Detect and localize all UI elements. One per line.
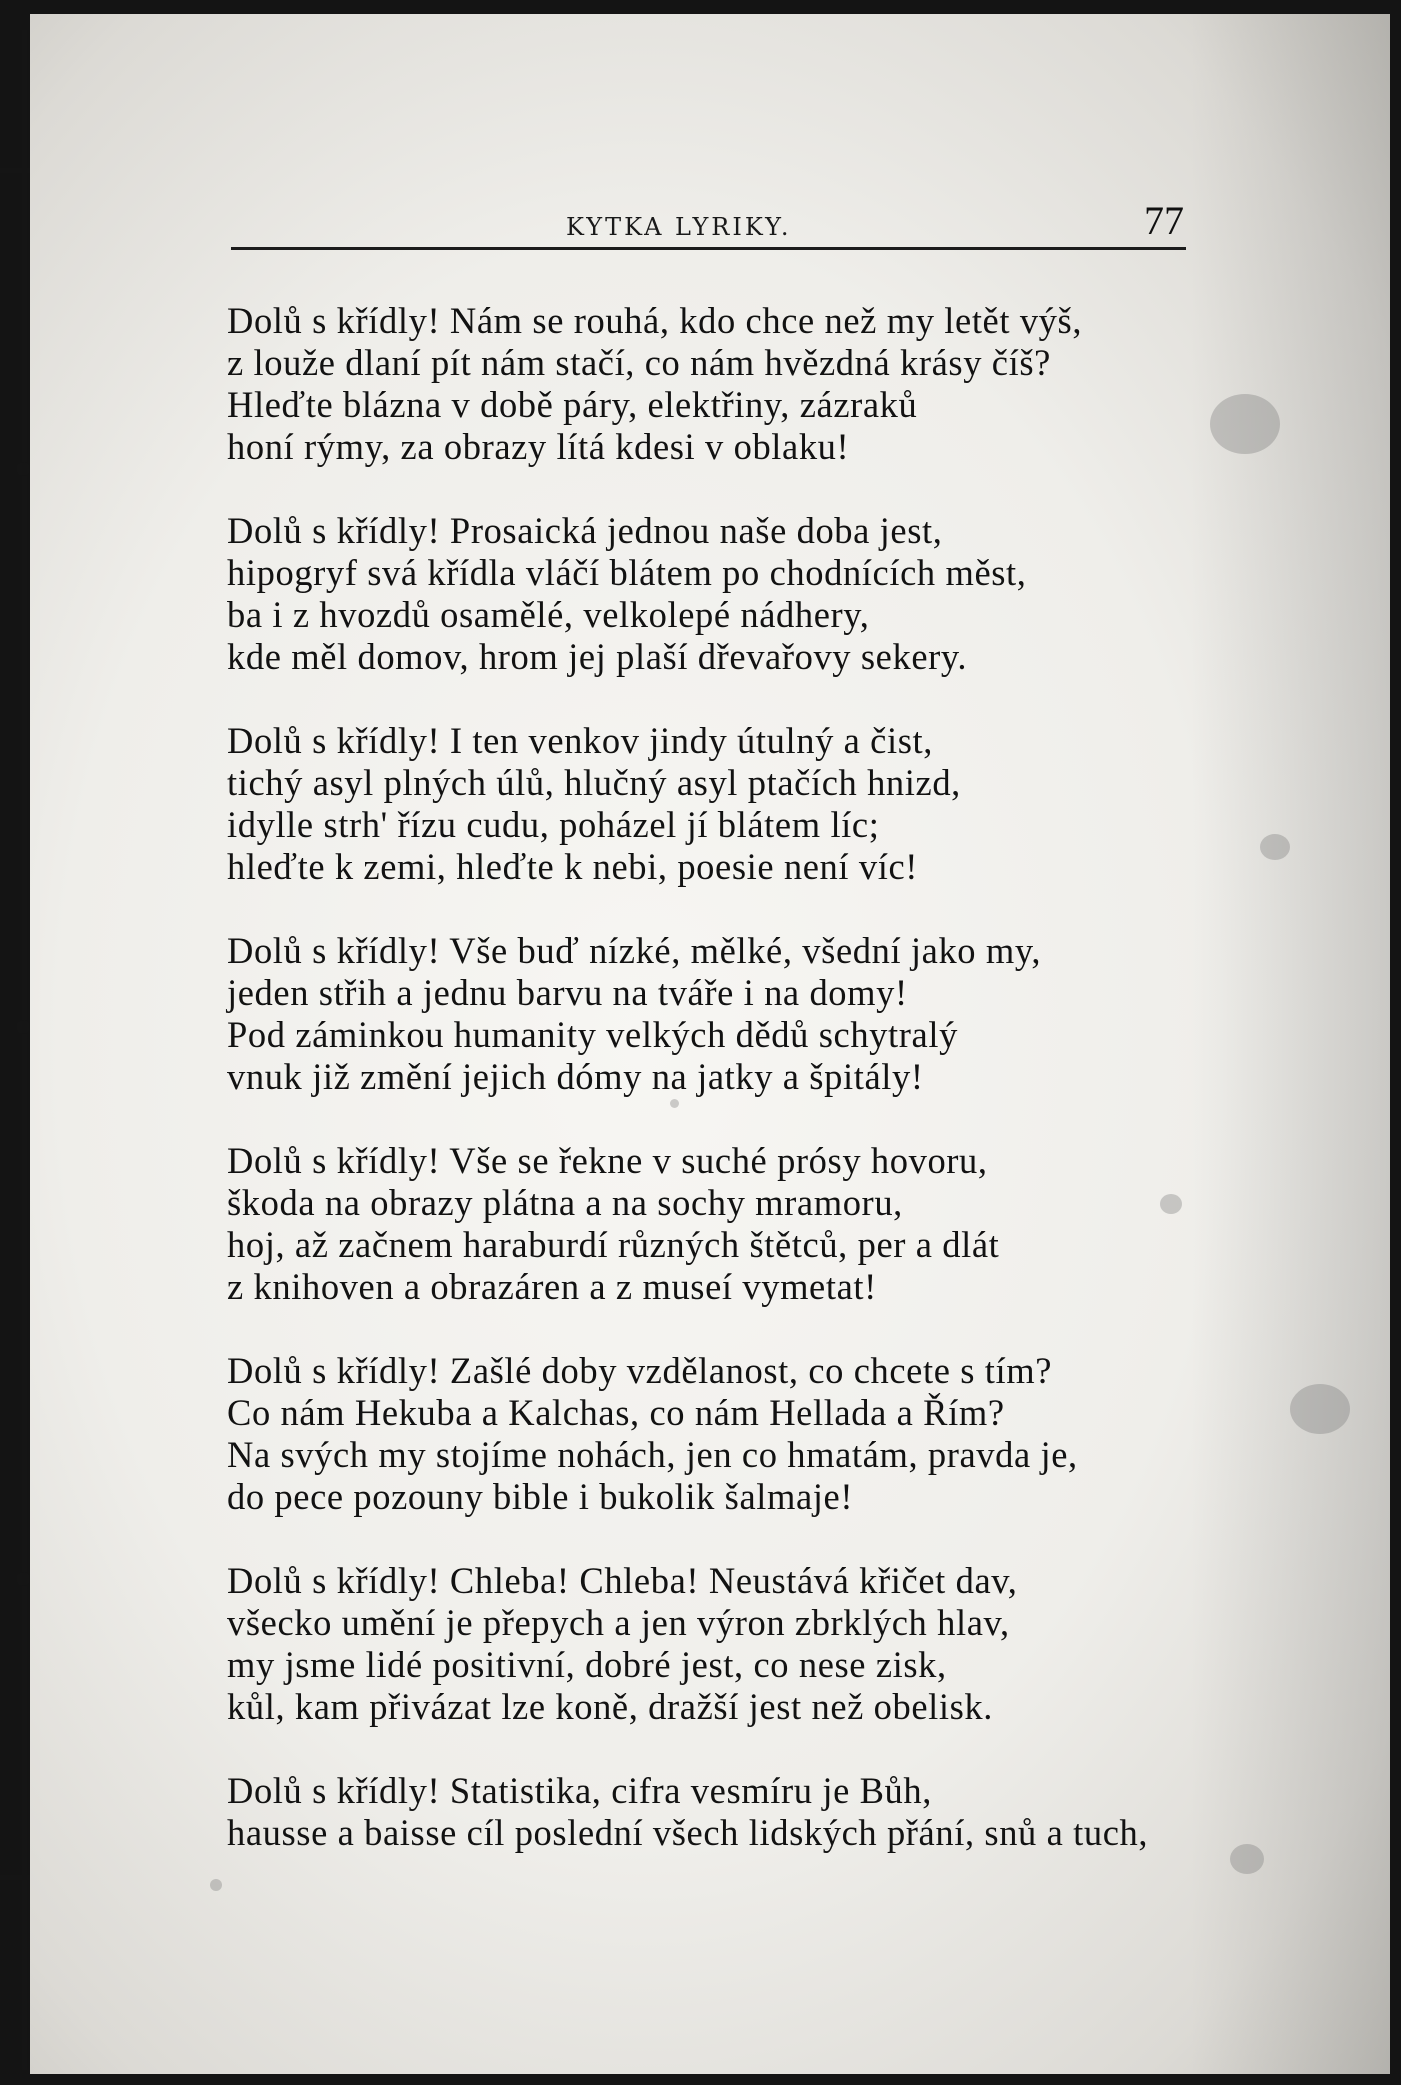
poem-body (227, 300, 1207, 1854)
verse-line: kůl, kam přivázat lze koně, dražší jest než obelisk. (227, 1686, 994, 1727)
verse-line: hipogryf svá křídla vláčí blátem po chodnících měst, (227, 552, 1027, 593)
verse-line: Dolů s křídly! Zašlé doby vzdělanost, co chcete s tím? (227, 1350, 1053, 1391)
stanza (227, 300, 1207, 468)
verse-line: Na svých my stojíme nohách, jen co hmatám, pravda je, (227, 1434, 1078, 1475)
verse-line: všecko umění je přepych a jen výron zbrklých hlav, (227, 1602, 1010, 1643)
verse-line: Dolů s křídly! Statistika, cifra vesmíru je Bůh, (227, 1770, 932, 1811)
running-header (231, 198, 1186, 250)
verse-line: škoda na obrazy plátna a na sochy mramoru, (227, 1182, 903, 1223)
verse-line: tichý asyl plných úlů, hlučný asyl ptačích hnizd, (227, 762, 961, 803)
verse-line: Pod záminkou humanity velkých dědů schytralý (227, 1014, 958, 1055)
verse-line: idylle strh' řízu cudu, poházel jí blátem líc; (227, 804, 880, 845)
verse-line: z knihoven a obrazáren a z museí vymetat! (227, 1266, 877, 1307)
stanza (227, 1350, 1207, 1518)
verse-line: ba i z hvozdů osamělé, velkolepé nádhery, (227, 594, 870, 635)
verse-line: Dolů s křídly! Prosaická jednou naše doba jest, (227, 510, 943, 551)
stanza (227, 510, 1207, 678)
binding-edge (0, 0, 34, 2085)
verse-line: honí rýmy, za obrazy lítá kdesi v oblaku! (227, 426, 850, 467)
stanza (227, 1770, 1207, 1854)
stanza (227, 1140, 1207, 1308)
verse-line: my jsme lidé positivní, dobré jest, co nese zisk, (227, 1644, 947, 1685)
verse-line: do pece pozouny bible i bukolik šalmaje! (227, 1476, 854, 1517)
running-title: KYTKA LYRIKY. (566, 213, 792, 241)
verse-line: z louže dlaní pít nám stačí, co nám hvězdná krásy číš? (227, 342, 1051, 383)
verse-line: Dolů s křídly! Nám se rouhá, kdo chce než my letět výš, (227, 300, 1083, 341)
verse-line: hoj, až začnem haraburdí různých štětců, per a dlát (227, 1224, 1000, 1265)
verse-line: hausse a baisse cíl poslední všech lidských přání, snů a tuch, (227, 1812, 1149, 1853)
page-number: 77 (1144, 198, 1184, 243)
verse-line: hleďte k zemi, hleďte k nebi, poesie není víc! (227, 846, 919, 887)
stanza (227, 930, 1207, 1098)
stanza (227, 1560, 1207, 1728)
verse-line: Dolů s křídly! I ten venkov jindy útulný a čist, (227, 720, 933, 761)
verse-line: Co nám Hekuba a Kalchas, co nám Hellada a Řím? (227, 1392, 1005, 1433)
verse-line: Dolů s křídly! Vše se řekne v suché prósy hovoru, (227, 1140, 988, 1181)
verse-line: kde měl domov, hrom jej plaší dřevařovy sekery. (227, 636, 968, 677)
verse-line: Dolů s křídly! Vše buď nízké, mělké, všední jako my, (227, 930, 1042, 971)
verse-line: Dolů s křídly! Chleba! Chleba! Neustává křičet dav, (227, 1560, 1018, 1601)
verse-line: Hleďte blázna v době páry, elektřiny, zázraků (227, 384, 918, 425)
verse-line: vnuk již změní jejich dómy na jatky a špitály! (227, 1056, 924, 1097)
stanza (227, 720, 1207, 888)
verse-line: jeden střih a jednu barvu na tváře i na domy! (227, 972, 908, 1013)
